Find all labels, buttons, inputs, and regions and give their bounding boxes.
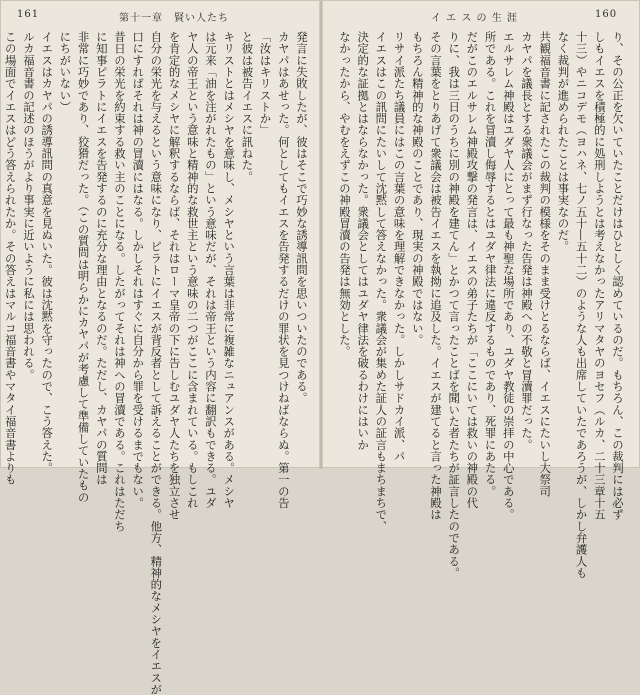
text-line: エルサレム神殿はユダヤ人にとって最も神聖な場所であり、ユダヤ教徒の崇拝の中心である。 bbox=[501, 31, 516, 521]
text-line: もちろん精神的な神殿のことであり、現実の神殿ではない。 bbox=[410, 31, 425, 346]
text-line: その言葉をとりあげて衆議会は被告イエスを執拗に追及した。イエスが建てると言った神殿は bbox=[428, 31, 443, 521]
text-line: カヤパはあせった。何としてもイエスを告発するだけの罪状を見つけねばならぬ。第一の告 bbox=[276, 31, 291, 509]
running-title: イ エ ス の 生 涯 bbox=[431, 13, 518, 24]
text-line: を肯定的なメシヤに解釈するならば、それはローマ皇帝の下に告しむユダヤ人たちを独立させ bbox=[167, 31, 182, 521]
page-number: 160 bbox=[595, 9, 618, 20]
text-line: に知事ピラトにイエスを告発するのに充分な理由となるのだ。ただし、カヤパの質問は bbox=[94, 31, 109, 486]
text-line: は元来「油を注がれたもの」という意味だが、それは帝王という内容に翻訳もできる。ユダ bbox=[203, 31, 218, 509]
text-line: 昔日の栄光を約束する救い主のことになる。したがってそれは神への冒瀆である。これはただち bbox=[112, 31, 127, 532]
text-line: 「汝はキリストか」 bbox=[258, 31, 273, 136]
text-line: この場面でイエスはどう答えられたか。その答えはマルコ福音書やマタイ福音書よりも bbox=[3, 31, 18, 486]
text-line bbox=[0, 31, 2, 457]
right-page bbox=[325, 1, 635, 579]
text-line: しもイエスを積極的に処刑しようとは考えなかったアリマタヤのヨセフ（ルカ、二十三章十五 bbox=[592, 31, 607, 521]
text-line: リサイ派たち議員にはこの言葉の意味を理解できなかった。しかしサドカイ派、パ bbox=[392, 31, 407, 463]
text-line: 決定的な証拠とはならなかった。衆議会としてはユダヤ律法を破るわけにはいか bbox=[356, 31, 371, 451]
text-line: ルカ福音書の記述のほうがより事実に近いように私には思われる。 bbox=[21, 31, 36, 381]
text-line: にちがいない） bbox=[58, 31, 73, 113]
text-line: りに、我は三日のうちに別の神殿を建てん」とかつて言ったことばを聞いた者たちが証言したのである。 bbox=[447, 31, 462, 579]
text-line: 発言に失敗したが、彼はそこで巧妙な誘導訊問を思いついたのである。 bbox=[295, 31, 309, 404]
text-line: イエスはカヤパの誘導訊問の真意を見ぬいた。彼は沈黙を守ったので、こう答えた。 bbox=[40, 31, 55, 474]
text-line: カヤパを議長とする衆議会がまず行なった告発は神殿への不敬と冒瀆罪だった。 bbox=[519, 31, 534, 451]
page-body-text bbox=[331, 31, 627, 579]
text-line: 非常に巧妙であり、狡猾だった。（この質問は明らかにカヤパが考慮して準備していたもの bbox=[76, 31, 91, 503]
text-line: なかったから、やむをえずこの神殿冒瀆の告発は無効とした。 bbox=[337, 31, 352, 358]
running-title: 第十一章 賢い人たち bbox=[119, 13, 229, 24]
text-line: と彼は被告イエスに訊ねた。 bbox=[240, 31, 255, 183]
book-gutter bbox=[319, 1, 323, 469]
text-line: り、その公正を欠いていたことだけはひとしく認めているのだ。もちろん、この裁判には必ず bbox=[611, 31, 625, 521]
left-page bbox=[3, 1, 317, 695]
text-line: 十三）やニコデモ（ヨハネ、七ノ五十―五十二）のような人も出席していたであろうが、しかし弁護人も bbox=[574, 31, 589, 579]
text-line: 口にすればそれは神の冒瀆にはなる。しかしそれはすぐに自分から罪を受けるまでもない。 bbox=[131, 31, 146, 509]
text-line: 自分の栄光を与えるという意味になり、ピラトにイエスが背反者として訴えることができる。他方、精神的なメシヤをイエスが bbox=[149, 31, 164, 695]
text-line: 所である。これを冒瀆し侮辱するとはユダヤ律法に違反するものであり、死罪にあたる。 bbox=[483, 31, 498, 497]
text-line: ヤ人の帝王という意味と精神的な救世主という意味の二つがここに含まれている。もしこれ bbox=[185, 31, 200, 509]
text-line: なく裁判が進められたことは事実なのだ。 bbox=[556, 31, 571, 253]
text-line: キリストとはメシヤを意味し、メシヤという言葉は非常に複雑なニュアンスがある。メシヤ bbox=[222, 31, 237, 509]
text-line: だがこのエルサレム神殿攻撃の発言は、イエスの弟子たちが「ここにいては救いの神殿の代 bbox=[465, 31, 480, 509]
text-line: イエスはこの訊問にたいして沈黙して答えなかった。衆議会が集めた証人の証言もまちまちで、 bbox=[374, 31, 389, 532]
page-number: 161 bbox=[17, 9, 40, 20]
text-line: 共観福音書に記されたこの裁判の模様をそのまま受けとるならば、イエスにたいし大祭司 bbox=[538, 31, 553, 497]
page-body-text bbox=[3, 31, 311, 695]
